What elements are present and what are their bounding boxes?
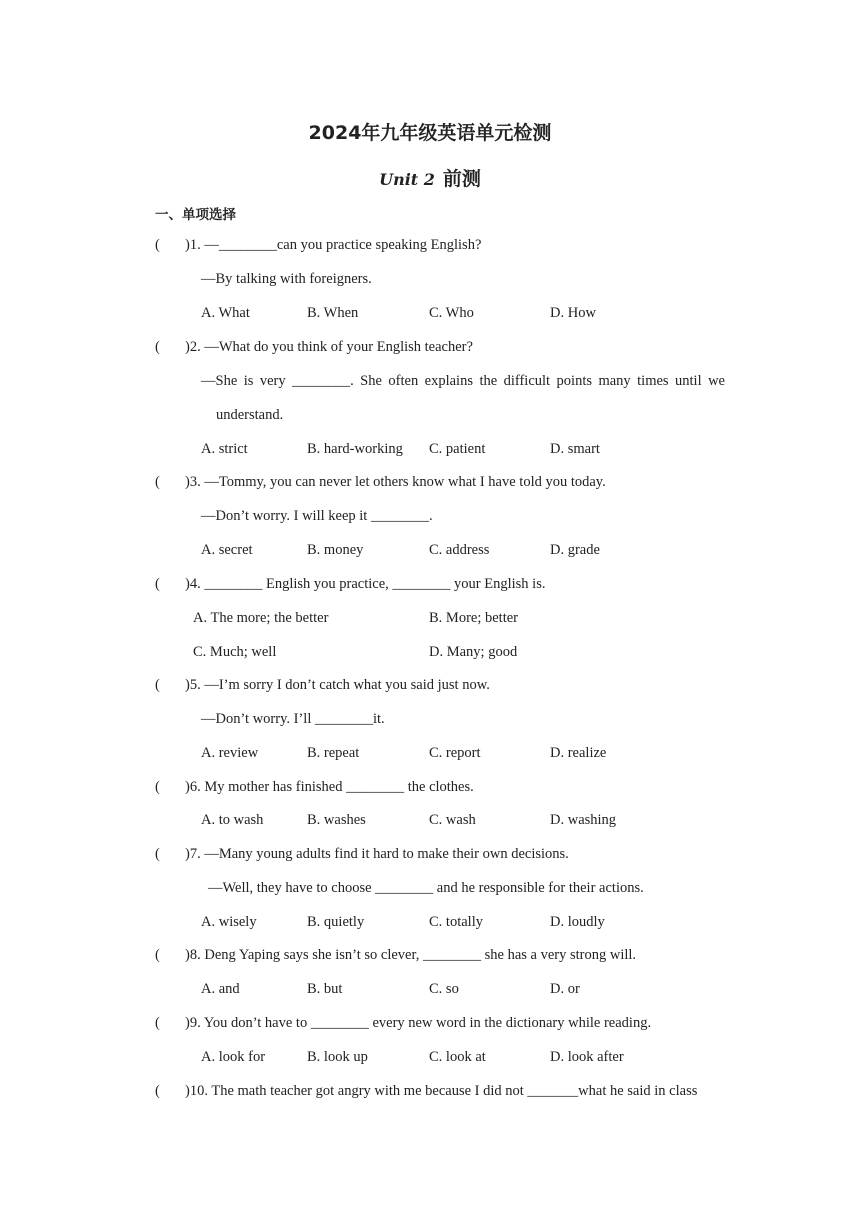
option-d: D. smart (550, 441, 600, 457)
option-b: B. More; better (429, 610, 518, 626)
option-c: C. address (429, 542, 490, 558)
question-text: —Tommy, you can never let others know what I have told you today. (204, 474, 606, 490)
option-a: A. What (201, 305, 250, 321)
answer-text: —Don’t worry. I’ll ________it. (201, 711, 385, 727)
option-d: D. or (550, 981, 580, 997)
answer-text: —By talking with foreigners. (201, 271, 372, 287)
question-text: —________can you practice speaking English? (204, 237, 482, 253)
answer-paren: ( (155, 846, 160, 862)
question-number: )1. —________can you practice speaking English? (185, 237, 482, 253)
option-d: D. realize (550, 745, 607, 761)
option-a: A. secret (201, 542, 253, 558)
answer-text: —Don’t worry. I will keep it ________. (201, 508, 433, 524)
option-c: C. wash (429, 812, 476, 828)
question-text: ________ English you practice, ________ your English is. (204, 576, 546, 592)
question-number: )9. You don’t have to ________ every new word in the dictionary while reading. (185, 1015, 652, 1031)
option-a: A. The more; the better (193, 610, 329, 626)
unit-label: Unit 2 (379, 170, 435, 189)
question-text: My mother has finished ________ the clothes. (204, 779, 474, 795)
option-d: D. look after (550, 1049, 624, 1065)
option-b: B. hard-working (307, 441, 403, 457)
question-text: You don’t have to ________ every new word in the dictionary while reading. (203, 1015, 652, 1031)
page-title: 2024年九年级英语单元检测 (308, 122, 552, 144)
page-subtitle (0, 164, 860, 191)
answer-text: —She is very ________. She often explains the difficult points many times until we (201, 373, 725, 389)
question-number: )5. —I’m sorry I don’t catch what you said just now. (185, 677, 490, 693)
section-heading: 一、单项选择 (155, 207, 236, 223)
option-d: D. Many; good (429, 644, 518, 660)
option-c: C. Much; well (193, 644, 277, 660)
answer-text-continued: understand. (216, 407, 284, 423)
question-number: )3. —Tommy, you can never let others know what I have told you today. (185, 474, 606, 490)
option-b: B. money (307, 542, 364, 558)
option-a: A. review (201, 745, 259, 761)
option-d: D. grade (550, 542, 600, 558)
option-b: B. repeat (307, 745, 360, 761)
option-c: C. report (429, 745, 481, 761)
question-text: The math teacher got angry with me because I did not _______what he said in class (211, 1083, 698, 1099)
question-number: )7. —Many young adults find it hard to make their own decisions. (185, 846, 569, 862)
question-number: )8. Deng Yaping says she isn’t so clever, ________ she has a very strong will. (185, 947, 637, 963)
option-b: B. but (307, 981, 343, 997)
answer-paren: ( (155, 339, 160, 355)
answer-paren: ( (155, 1015, 160, 1031)
option-c: C. Who (429, 305, 474, 321)
question-number: )6. My mother has finished ________ the clothes. (185, 779, 474, 795)
answer-paren: ( (155, 474, 160, 490)
answer-paren: ( (155, 1083, 160, 1099)
option-a: A. look for (201, 1049, 266, 1065)
question-number: )10. The math teacher got angry with me because I did not _______what he said in class (185, 1083, 698, 1099)
answer-paren: ( (155, 576, 160, 592)
question-text: —I’m sorry I don’t catch what you said just now. (204, 677, 490, 693)
answer-paren: ( (155, 779, 160, 795)
option-c: C. look at (429, 1049, 486, 1065)
question-text: —What do you think of your English teacher? (204, 339, 473, 355)
subtitle-label: 前测 (442, 168, 481, 190)
option-c: C. totally (429, 914, 483, 930)
question-number: )4. ________ English you practice, ________ your English is. (185, 576, 546, 592)
question-text: —Many young adults find it hard to make their own decisions. (204, 846, 569, 862)
answer-paren: ( (155, 947, 160, 963)
option-d: D. washing (550, 812, 617, 828)
question-text: Deng Yaping says she isn’t so clever, ________ she has a very strong will. (204, 947, 637, 963)
option-a: A. strict (201, 441, 248, 457)
answer-text: —Well, they have to choose ________ and he responsible for their actions. (208, 880, 644, 896)
option-b: B. quietly (307, 914, 365, 930)
option-a: A. and (201, 981, 240, 997)
answer-paren: ( (155, 677, 160, 693)
option-c: C. patient (429, 441, 486, 457)
option-d: D. How (550, 305, 596, 321)
option-d: D. loudly (550, 914, 605, 930)
answer-paren: ( (155, 237, 160, 253)
question-number: )2. —What do you think of your English teacher? (185, 339, 473, 355)
option-a: A. wisely (201, 914, 257, 930)
option-c: C. so (429, 981, 459, 997)
option-b: B. washes (307, 812, 366, 828)
option-a: A. to wash (201, 812, 264, 828)
option-b: B. When (307, 305, 359, 321)
option-b: B. look up (307, 1049, 368, 1065)
